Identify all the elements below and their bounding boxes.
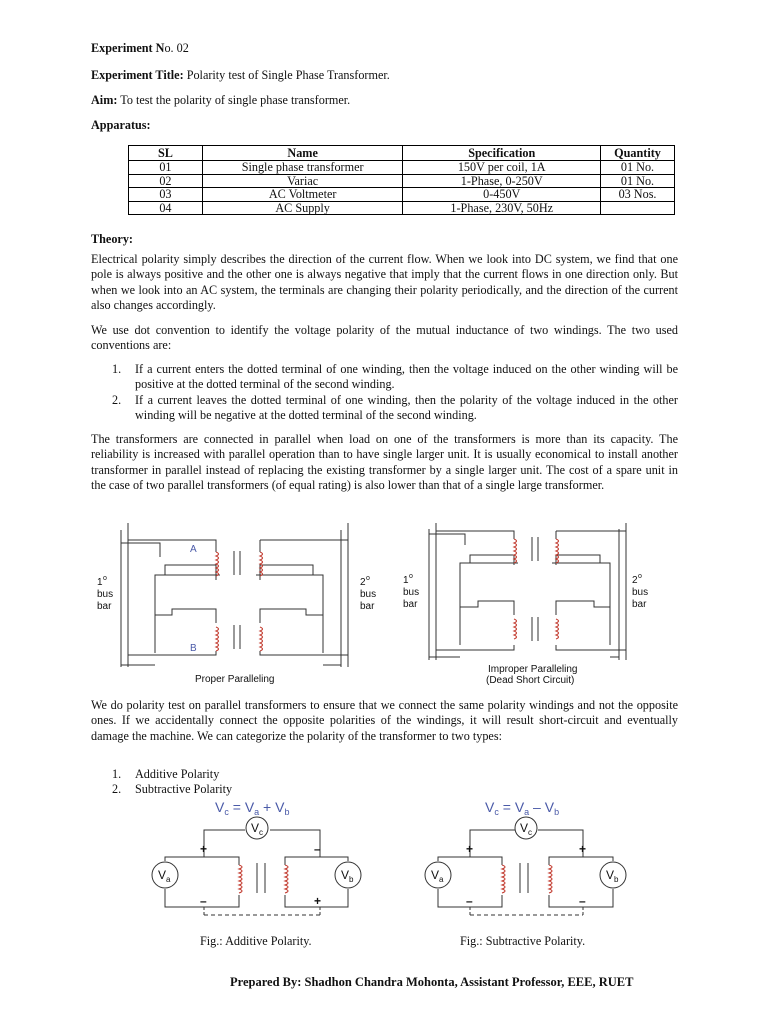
primary-label-1: 1: [97, 577, 103, 588]
table-row: [129, 161, 675, 175]
caption-additive: Fig.: Additive Polarity.: [200, 934, 312, 948]
experiment-number: [91, 41, 189, 56]
list-number: 2.: [112, 782, 122, 797]
theory-label: Theory:: [91, 232, 133, 246]
table-cell: 01 No.: [601, 161, 675, 175]
table-cell: Single phase transformer: [202, 161, 403, 175]
table-cell: AC Supply: [202, 201, 403, 215]
apparatus-table: [128, 145, 675, 215]
plus-sign: +: [579, 842, 587, 856]
secondary-label-3: bar: [360, 601, 375, 612]
vc-label: $V_c$: [520, 821, 533, 837]
coil-icon: [285, 865, 288, 893]
table-row: [129, 188, 675, 202]
secondary-label-1: 2: [360, 577, 366, 588]
list-item: [112, 393, 678, 424]
transformer-a-label: A: [190, 544, 197, 555]
va-label: $V_a$: [158, 868, 171, 884]
experiment-label: Experiment N: [91, 41, 165, 55]
vb-label: $V_b$: [341, 868, 354, 884]
coil-icon: [502, 865, 505, 893]
parallel-transformers-figure: [97, 515, 670, 690]
dot-conventions-list: [112, 362, 678, 423]
list-number: 2.: [112, 392, 122, 407]
table-header: Name: [202, 146, 403, 161]
table-cell: 04: [129, 201, 203, 215]
table-row: [129, 201, 675, 215]
plus-sign: +: [200, 842, 208, 856]
coil-icon: [549, 865, 552, 893]
table-cell: 0-450V: [403, 188, 601, 202]
primary-label-3: bar: [97, 601, 112, 612]
table-cell: Variac: [202, 174, 403, 188]
list-number: 1.: [112, 362, 122, 376]
table-cell: 150V per coil, 1A: [403, 161, 601, 175]
vb-label: $V_b$: [606, 868, 619, 884]
table-cell: 1-Phase, 0-250V: [403, 174, 601, 188]
coil-icon: [216, 552, 219, 576]
coil-icon: [556, 619, 559, 639]
aim-label: Aim:: [91, 93, 118, 107]
table-cell: [601, 201, 675, 215]
primary-label-1: 1: [403, 575, 409, 586]
table-cell: 03: [129, 188, 203, 202]
minus-sign: –: [314, 842, 321, 856]
coil-icon: [216, 627, 219, 651]
apparatus-heading: [91, 118, 151, 133]
minus-sign: –: [579, 894, 586, 908]
list-text: If a current enters the dotted terminal of one winding, then the voltage induced on the other winding will be positive at the dotted terminal of the second winding.: [135, 362, 678, 392]
experiment-title: [91, 68, 390, 83]
coil-icon: [260, 552, 263, 576]
minus-sign: –: [200, 894, 207, 908]
table-header: SL: [129, 146, 203, 161]
minus-sign: –: [466, 894, 473, 908]
experiment-no: . 02: [170, 41, 189, 55]
secondary-label-1: 2: [632, 575, 638, 586]
subtractive-equation: $V_c = V_a - V_b$: [485, 799, 560, 817]
primary-label-3: bar: [403, 599, 418, 610]
primary-label-2: bus: [97, 589, 114, 600]
transformer-b-label: B: [190, 643, 197, 654]
aim: [91, 93, 350, 108]
apparatus-label: Apparatus:: [91, 118, 151, 132]
caption-dead-short: (Dead Short Circuit): [486, 675, 575, 686]
degree-sign: o: [103, 575, 107, 582]
list-item: [112, 767, 678, 782]
secondary-label-2: bus: [360, 589, 377, 600]
caption-improper-paralleling: Improper Paralleling: [488, 664, 578, 675]
plus-sign: +: [466, 842, 474, 856]
list-number: 1.: [112, 767, 122, 781]
title-label: Experiment Title:: [91, 68, 184, 82]
table-header: Specification: [403, 146, 601, 161]
footer-prepared-by: Prepared By: Shadhon Chandra Mohonta, Assistant Professor, EEE, RUET: [230, 975, 634, 989]
secondary-label-3: bar: [632, 599, 647, 610]
table-row: [129, 174, 675, 188]
table-cell: 01 No.: [601, 174, 675, 188]
coil-icon: [556, 539, 559, 563]
theory-paragraph-3: The transformers are connected in parallel when load on one of the transformers is more than its capacity. The reliability is increased with parallel operation than to have single larger unit. It is usually economical to install another transformer in parallel instead of replacing the existing transformer by a single larger unit. The cost of a spare unit in the case of two parallel transformers (of equal rating) is also lower than that of a single large transformer.: [91, 432, 678, 492]
list-text: Additive Polarity: [135, 767, 220, 781]
plus-sign: +: [314, 894, 322, 908]
table-header: Quantity: [601, 146, 675, 161]
table-cell: AC Voltmeter: [202, 188, 403, 202]
title-value: Polarity test of Single Phase Transformer.: [183, 68, 390, 82]
table-cell: 1-Phase, 230V, 50Hz: [403, 201, 601, 215]
secondary-label-2: bus: [632, 587, 649, 598]
experiment-label-tail: o: [164, 41, 171, 55]
caption-subtractive: Fig.: Subtractive Polarity.: [460, 934, 586, 948]
va-label: $V_a$: [431, 868, 444, 884]
degree-sign: o: [409, 573, 413, 580]
table-header-row: [129, 146, 675, 161]
list-item: [112, 362, 678, 393]
vc-label: $V_c$: [251, 821, 264, 837]
degree-sign: o: [638, 573, 642, 580]
coil-icon: [260, 627, 263, 651]
additive-equation: $V_c = V_a + V_b$: [215, 799, 290, 817]
theory-heading: [91, 232, 133, 247]
coil-icon: [514, 619, 517, 639]
coil-icon: [514, 539, 517, 563]
theory-paragraph-1: Electrical polarity simply describes the direction of the current flow. When we look into DC system, we find that one pole is always positive and the other one is always negative that imply that the current flows in one direction only. But when we look into an AC system, the terminals are changing their polarity periodically, and the direction of the current also changes accordingly.: [91, 252, 678, 312]
polarity-figures: [140, 795, 640, 930]
caption-proper-paralleling: Proper Paralleling: [195, 674, 275, 685]
list-text: Subtractive Polarity: [135, 782, 233, 797]
theory-paragraph-2: We use dot convention to identify the voltage polarity of the mutual inductance of two windings. The two used conventions are:: [91, 323, 678, 353]
polarity-types-list: [112, 767, 678, 798]
aim-value: To test the polarity of single phase transformer.: [117, 93, 351, 107]
coil-icon: [239, 865, 242, 893]
table-cell: 03 Nos.: [601, 188, 675, 202]
primary-label-2: bus: [403, 587, 420, 598]
list-text: If a current leaves the dotted terminal of one winding, then the polarity of the voltage induced in the other winding will be negative at the dotted terminal of the second winding.: [135, 392, 678, 422]
theory-paragraph-4: We do polarity test on parallel transformers to ensure that we connect the same polarity windings and not the opposite ones. If we accidentally connect the opposite polarities of the windings, it will result short-circuit and eventually damage the machine. We can categorize the polarity of the transformer to two types:: [91, 698, 678, 743]
degree-sign: o: [366, 575, 370, 582]
table-cell: 02: [129, 174, 203, 188]
table-cell: 01: [129, 161, 203, 175]
